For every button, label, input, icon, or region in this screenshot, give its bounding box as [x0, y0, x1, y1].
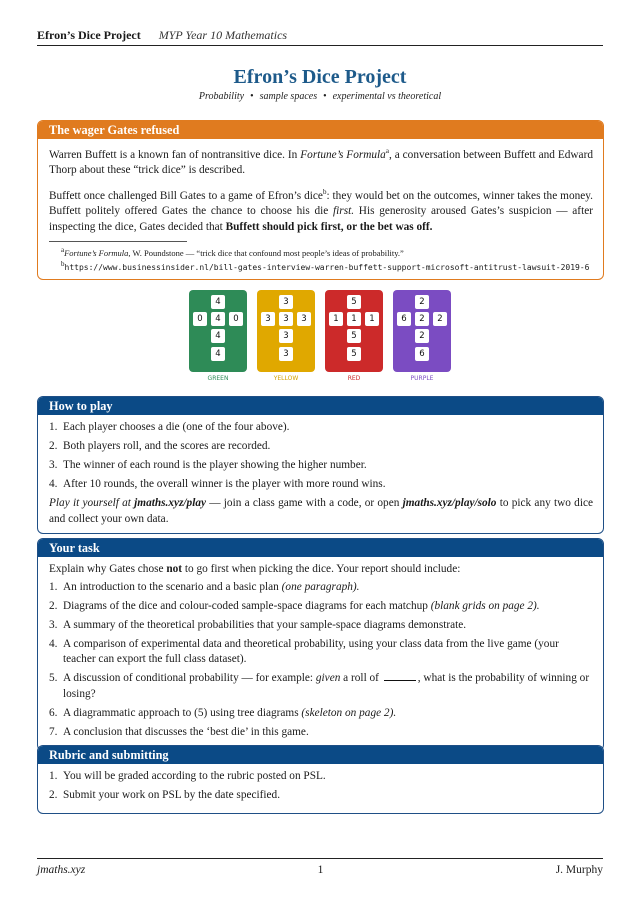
list-item: 5. A discussion of conditional probability — for example: given a roll of , what is the probability of winning or losing?	[49, 672, 590, 700]
subtitle-item: Probability	[198, 91, 245, 102]
die-face: 5	[347, 347, 361, 361]
footnotes	[49, 241, 590, 273]
dice-diagram	[189, 290, 453, 384]
rubric-body	[38, 764, 603, 813]
wager-heading: The wager Gates refused	[38, 121, 603, 139]
footnote-a: $^a$Fortune’s Formula, W. Poundstone — “trick dice that confound most people’s ideas of probability.”	[61, 246, 404, 258]
die-face: 0	[193, 312, 207, 326]
die-face: 6	[397, 312, 411, 326]
die-face: 1	[329, 312, 343, 326]
subtitle-separator: •	[323, 91, 327, 102]
die-green	[189, 290, 247, 372]
wager-paragraph-2: Buffett once challenged Bill Gates to a game of Efron’s dice$^b$: they would bet on the outcomes, winner takes the money. Buffett politely offered Gates the chance to choose his die first. His generosity aroused Gates’s suspicion — after inspecting the dice, Gates decided that Buffett should pick first, or the bet was off.	[49, 187, 593, 233]
your-task-box	[37, 538, 604, 751]
play-solo-link[interactable]: jmaths.xyz/play/solo	[402, 497, 497, 509]
die-face: 4	[211, 295, 225, 309]
list-item: 2. Both players roll, and the scores are recorded.	[49, 440, 271, 452]
wager-box	[37, 120, 604, 280]
die-face: 1	[347, 312, 361, 326]
die-face: 3	[279, 347, 293, 361]
die-label: RED	[347, 375, 361, 382]
die-yellow	[257, 290, 315, 372]
die-label: YELLOW	[273, 375, 299, 382]
list-item: 6. A diagrammatic approach to (5) using tree diagrams (skeleton on page 2).	[49, 706, 397, 719]
list-item: 3. A summary of the theoretical probabilities that your sample-space diagrams demonstrate.	[49, 618, 467, 631]
list-item: 1. Each player chooses a die (one of the four above).	[49, 421, 290, 433]
rubric-box	[37, 745, 604, 814]
die-face: 5	[347, 329, 361, 343]
header-title: Efron’s Dice Project	[37, 28, 141, 42]
header-course: MYP Year 10 Mathematics	[158, 28, 288, 42]
die-face: 6	[415, 347, 429, 361]
die-label: GREEN	[207, 375, 229, 382]
die-face: 3	[261, 312, 275, 326]
play-link[interactable]: jmaths.xyz/play	[134, 497, 207, 509]
list-item: 4. After 10 rounds, the overall winner is the player with more round wins.	[49, 478, 386, 490]
list-item: 1. An introduction to the scenario and a basic plan (one paragraph).	[49, 580, 360, 593]
die-face: 2	[415, 329, 429, 343]
document-title: Efron’s Dice Project	[233, 66, 407, 88]
rubric-list	[49, 769, 593, 804]
die-purple	[393, 290, 451, 372]
footnote-b: $^b$https://www.businessinsider.nl/bill-gates-interview-warren-buffett-support-microsoft-antitrust-lawsuit-2019-6	[61, 259, 590, 272]
die-face: 4	[211, 312, 225, 326]
die-face: 4	[211, 347, 225, 361]
play-online-paragraph: Play it yourself at jmaths.xyz/play — join a class game with a code, or open jmaths.xyz/play/solo to pick any two dice and collect your own data.	[49, 497, 593, 525]
page-header	[37, 28, 603, 46]
list-item: 4. A comparison of experimental data and theoretical probability, using your class data from the live game (your teacher can export the full class dataset).	[49, 637, 559, 665]
die-face: 1	[365, 312, 379, 326]
die-face: 3	[279, 329, 293, 343]
document-subtitle	[0, 91, 640, 102]
die-face: 4	[211, 329, 225, 343]
your-task-body	[38, 557, 603, 750]
die-face: 2	[415, 295, 429, 309]
subtitle-separator: •	[250, 91, 254, 102]
die-face: 2	[433, 312, 447, 326]
footer-site: jmaths.xyz	[37, 864, 86, 876]
subtitle-item: experimental vs theoretical	[332, 91, 442, 102]
die-face: 3	[297, 312, 311, 326]
how-to-play-box	[37, 396, 604, 534]
die-red	[325, 290, 383, 372]
how-to-play-body	[38, 415, 603, 533]
subtitle-item: sample spaces	[259, 91, 318, 102]
page-footer	[37, 858, 603, 876]
blank-line	[384, 680, 416, 681]
list-item: 7. A conclusion that discusses the ‘best die’ in this game.	[49, 725, 309, 738]
list-item: 2. Diagrams of the dice and colour-coded sample-space diagrams for each matchup (blank grids on page 2).	[49, 599, 540, 612]
list-item: 2. Submit your work on PSL by the date specified.	[49, 789, 281, 801]
your-task-heading: Your task	[38, 539, 603, 557]
die-face: 0	[229, 312, 243, 326]
list-item: 3. The winner of each round is the player showing the higher number.	[49, 459, 367, 471]
list-item: 1. You will be graded according to the rubric posted on PSL.	[49, 770, 326, 782]
die-face: 3	[279, 312, 293, 326]
die-label: PURPLE	[410, 375, 434, 382]
task-intro: Explain why Gates chose not to go first when picking the dice. Your report should include:	[49, 563, 461, 575]
footnote-link[interactable]: https://www.businessinsider.nl/bill-gates-interview-warren-buffett-support-microsoft-antitrust-lawsuit-2019-6	[64, 262, 590, 272]
die-face: 2	[415, 312, 429, 326]
wager-paragraph-1: Warren Buffett is a known fan of nontransitive dice. In Fortune’s Formula$^a$, a conversation between Buffett and Edward Thorp about these “trick dice” is described.	[49, 147, 593, 177]
how-to-play-heading: How to play	[38, 397, 603, 415]
die-face: 5	[347, 295, 361, 309]
footer-author: J. Murphy	[555, 864, 603, 876]
wager-body	[38, 139, 603, 279]
page-number: 1	[317, 864, 324, 876]
how-to-play-list	[49, 420, 593, 493]
task-list	[49, 580, 593, 741]
rubric-heading: Rubric and submitting	[38, 746, 603, 764]
die-face: 3	[279, 295, 293, 309]
